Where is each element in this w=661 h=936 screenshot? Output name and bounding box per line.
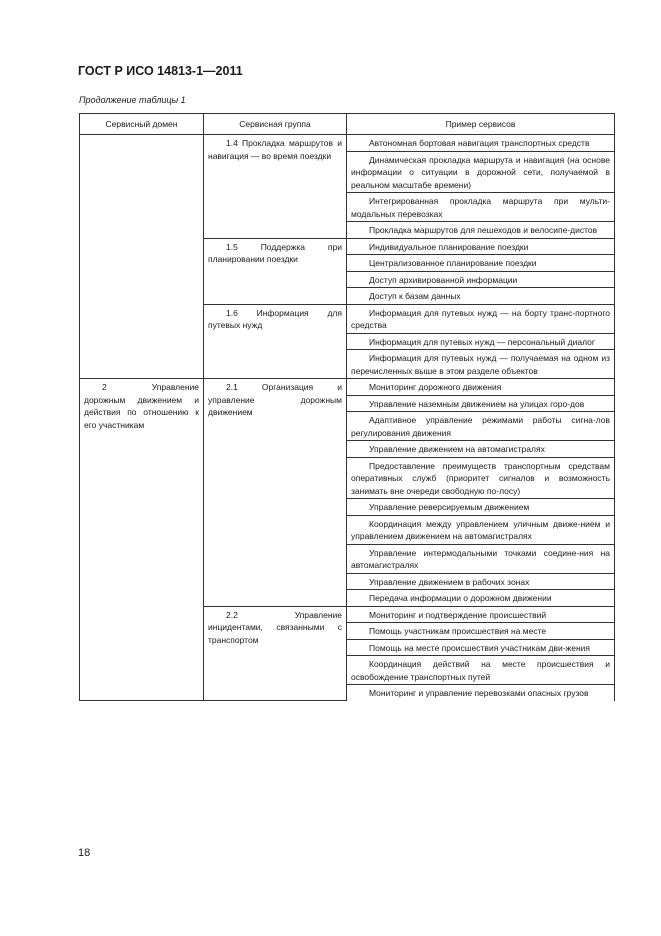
service-cell: Управление наземным движением на улицах горо-дов bbox=[347, 395, 615, 412]
service-cell: Информация для путевых нужд — получаемая на одном из перечисленных выше в этом разделе объектов bbox=[347, 350, 615, 379]
table-row bbox=[80, 135, 615, 152]
service-cell: Управление движением в рабочих зонах bbox=[347, 573, 615, 590]
service-cell: Управление реверсируемым движением bbox=[347, 499, 615, 516]
service-cell: Передача информации о дорожном движении bbox=[347, 590, 615, 607]
service-cell: Мониторинг и подтверждение происшествий bbox=[347, 606, 615, 623]
group-cell: 1.5 Поддержка при планировании поездки bbox=[204, 238, 347, 304]
table-header-row bbox=[80, 114, 615, 135]
service-cell: Доступ архивированной информации bbox=[347, 271, 615, 288]
column-header-group: Сервисная группа bbox=[204, 114, 347, 135]
service-cell: Интегрированная прокладка маршрута при мульти-модальных перевозках bbox=[347, 193, 615, 222]
service-cell: Управление движением на автомагистралях bbox=[347, 441, 615, 458]
service-cell: Информация для путевых нужд — персональный диалог bbox=[347, 333, 615, 350]
domain-cell bbox=[80, 135, 204, 379]
group-cell: 2.2 Управление инцидентами, связанными с транспортом bbox=[204, 606, 347, 701]
service-cell: Динамическая прокладка маршрута и навигация (на основе информации о ситуации в дорожной сети, получаемой в реальном масштабе времени) bbox=[347, 151, 615, 193]
service-cell: Помощь на месте происшествия участникам дви-жения bbox=[347, 639, 615, 656]
service-cell: Автономная бортовая навигация транспортных средств bbox=[347, 135, 615, 152]
service-cell: Мониторинг и управление перевозками опасных грузов bbox=[347, 685, 615, 701]
service-cell: Предоставление преимуществ транспортным средствам оперативных служб (приоритет сигналов и возможность занимать вне очереди свободную по-лосу) bbox=[347, 457, 615, 499]
service-cell: Индивидуальное планирование поездки bbox=[347, 238, 615, 255]
services-table bbox=[79, 113, 615, 701]
service-cell: Прокладка маршрутов для пешеходов и велосипе-дистов bbox=[347, 222, 615, 239]
column-header-domain: Сервисный домен bbox=[80, 114, 204, 135]
service-cell: Централизованное планирование поездки bbox=[347, 255, 615, 272]
table-caption: Продолжение таблицы 1 bbox=[79, 95, 186, 105]
service-cell: Координация действий на месте происшествия и освобождение транспортных путей bbox=[347, 656, 615, 685]
group-cell: 1.6 Информация для путевых нужд bbox=[204, 304, 347, 379]
service-cell: Управление интермодальными точками соедине-ния на автомагистралях bbox=[347, 544, 615, 573]
document-header: ГОСТ Р ИСО 14813-1—2011 bbox=[78, 64, 243, 78]
group-cell: 2.1 Организация и управление дорожным движением bbox=[204, 379, 347, 607]
service-cell: Доступ к базам данных bbox=[347, 288, 615, 305]
page-number: 18 bbox=[78, 847, 91, 859]
service-cell: Мониторинг дорожного движения bbox=[347, 379, 615, 396]
service-cell: Информация для путевых нужд — на борту транс-портного средства bbox=[347, 304, 615, 333]
table-row bbox=[80, 379, 615, 396]
service-cell: Координация между управлением уличным движе-нием и управлением движением на автомагистралях bbox=[347, 515, 615, 544]
service-cell: Адаптивное управление режимами работы сигна-лов регулирования движения bbox=[347, 412, 615, 441]
group-cell: 1.4 Прокладка маршрутов и навигация — во время поездки bbox=[204, 135, 347, 239]
domain-cell: 2 Управление дорожным движением и действия по отношению к его участникам bbox=[80, 379, 204, 701]
service-cell: Помощь участникам происшествия на месте bbox=[347, 623, 615, 640]
column-header-examples: Пример сервисов bbox=[347, 114, 615, 135]
